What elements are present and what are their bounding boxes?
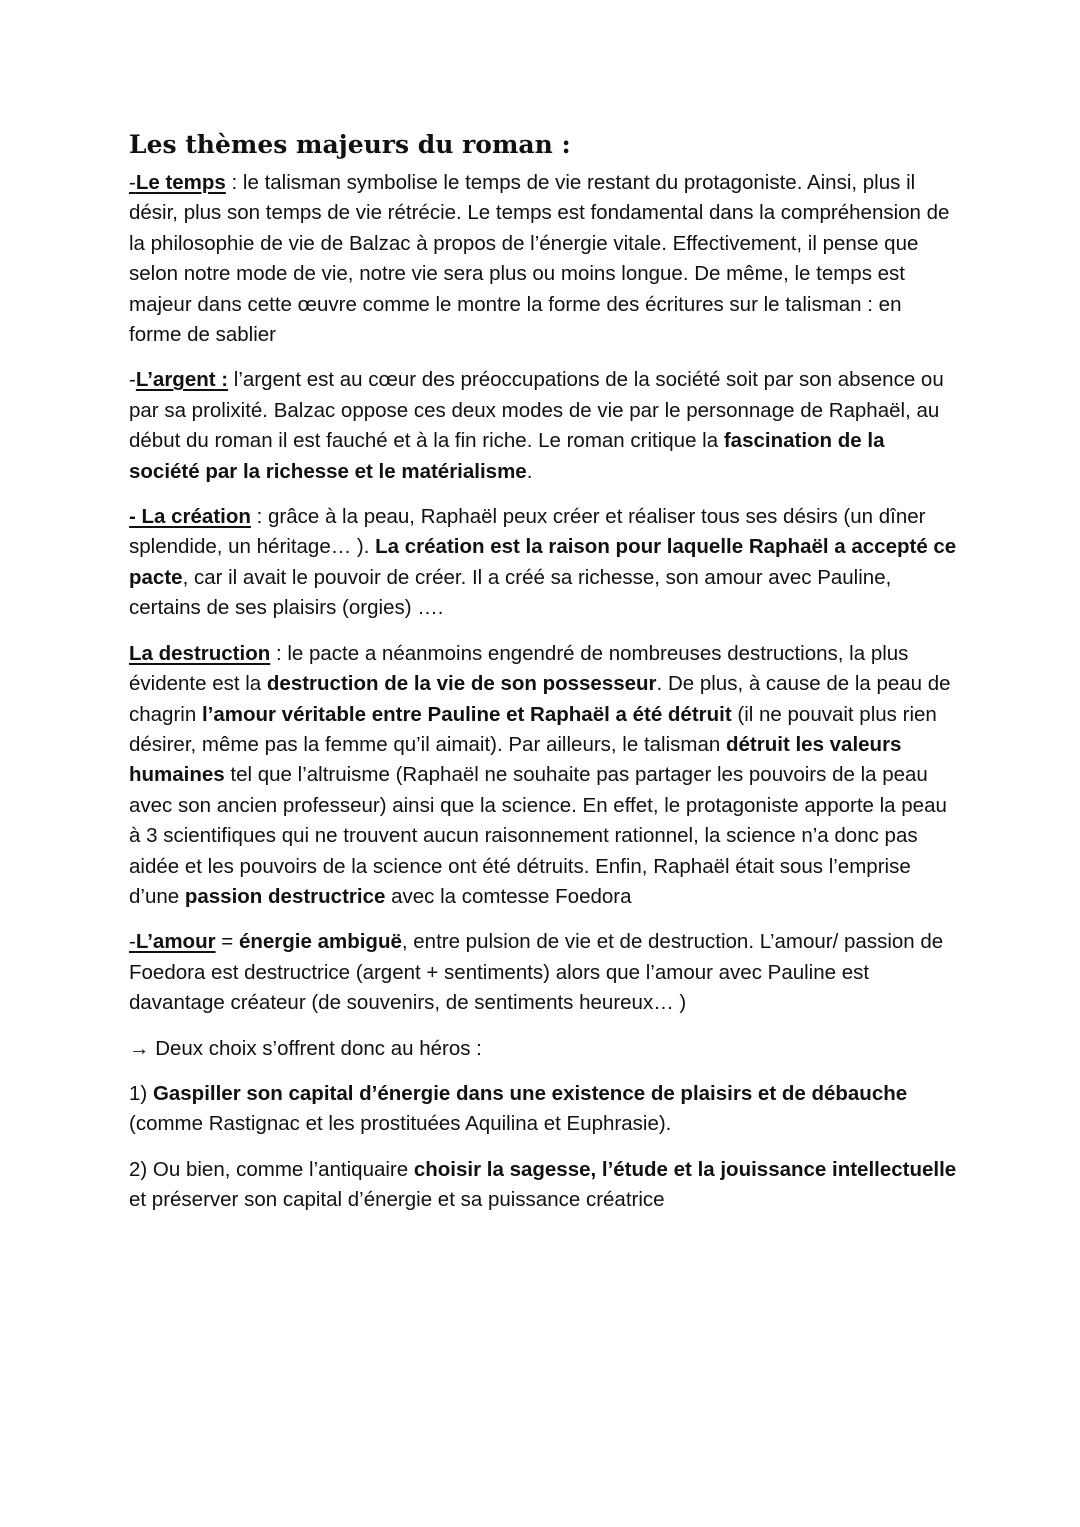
bold-text: passion destructrice (184, 884, 386, 908)
heading-dash: - (129, 368, 136, 392)
bold-text: énergie ambiguë (238, 930, 402, 954)
paragraph-text: : grâce à la peau, Raphaël peux créer et réaliser tous ses désirs (un dîner splendide, un héritage… ). (129, 505, 926, 559)
paragraph-text: tel que l’altruisme (Raphaël ne souhaite pas partager les pouvoirs de la peau avec son ancien professeur) ainsi que la science. En effet, le protagoniste apporte la peau à 3 scientifiques qui ne trouvent aucun raisonnement rationnel, la science n’a donc pas aidée et les pouvoirs de la science ont été détruits. Enfin, Raphaël était sous l’emprise d’une (129, 763, 947, 908)
bold-text: choisir la sagesse, l’étude et la jouissance intellectuelle (413, 1157, 957, 1181)
heading-dash: - (129, 171, 136, 194)
paragraph-text: Deux choix s’offrent donc au héros : (149, 1036, 482, 1060)
paragraph-argent (129, 365, 959, 487)
paragraph-choix (129, 1034, 959, 1064)
paragraph-text: (comme Rastignac et les prostituées Aquilina et Euphrasie). (129, 1112, 672, 1136)
paragraph-text: , entre pulsion de vie et de destruction. L’amour/ passion de Foedora est destructrice (argent + sentiments) alors que l’amour avec Pauline est davantage créateur (de souvenirs, de sentiments heureux… ) (129, 930, 944, 1015)
heading-argent: L’argent : (135, 368, 229, 392)
paragraph-text: (il ne pouvait plus rien désirer, même pas la femme qu’il aimait). Par ailleurs, le talisman (129, 702, 937, 756)
paragraph-choix-2 (129, 1155, 959, 1216)
bold-text: destruction de la vie de son possesseur (266, 672, 657, 696)
paragraph-text: : le pacte a néanmoins engendré de nombreuses destructions, la plus évidente est la (129, 641, 909, 696)
paragraph-text: 2) Ou bien, comme l’antiquaire (129, 1157, 414, 1181)
bold-text: La création est la raison pour laquelle Raphaël a accepté ce pacte (129, 535, 957, 589)
document-page (129, 128, 959, 1231)
paragraph-destruction (129, 639, 959, 913)
paragraph-text: = (215, 930, 239, 954)
heading-amour: L’amour (135, 930, 216, 954)
page-title: Les thèmes majeurs du roman : (129, 130, 571, 159)
list-number: 1) (129, 1081, 153, 1105)
paragraph-text: l’argent est au cœur des préoccupations de la société soit par son absence ou par sa prolixité. Balzac oppose ces deux modes de vie par le personnage de Raphaël, au début du roman il est fauché et à la fin riche. Le roman critique la (129, 368, 944, 453)
paragraph-text: avec la comtesse Foedora (385, 884, 632, 908)
paragraph-text: . De plus, à cause de la peau de chagrin (129, 672, 951, 726)
paragraph-temps (129, 168, 959, 350)
paragraph-text: : le talisman symbolise le temps de vie restant du protagoniste. Ainsi, plus il désir, plus son temps de vie rétrécie. Le temps est fondamental dans la compréhension de la philosophie de vie de Balzac à propos de l’énergie vitale. Effectivement, il pense que selon notre mode de vie, notre vie sera plus ou moins longue. De même, le temps est majeur dans cette œuvre comme le montre la forme des écritures sur le talisman : en forme de sablier (129, 171, 950, 347)
heading-dash: - (129, 930, 136, 954)
paragraph-text: et préserver son capital d’énergie et sa puissance créatrice (129, 1188, 665, 1212)
paragraph-text: , car il avait le pouvoir de créer. Il a créé sa richesse, son amour avec Pauline, certains de ses plaisirs (orgies) …. (129, 565, 892, 620)
bold-text: Gaspiller son capital d’énergie dans une existence de plaisirs et de débauche (152, 1081, 908, 1105)
heading-destruction: La destruction (129, 641, 271, 665)
arrow-right-icon: → (129, 1036, 150, 1060)
paragraph-text: . (526, 459, 533, 483)
paragraph-creation (129, 502, 959, 624)
paragraph-choix-1 (129, 1079, 959, 1140)
paragraph-amour (129, 927, 959, 1018)
heading-temps: Le temps (135, 171, 226, 194)
bold-text: l’amour véritable entre Pauline et Raphaël a été détruit (201, 702, 732, 726)
bold-text: fascination de la société par la richesse et le matérialisme (129, 429, 885, 483)
heading-creation: - La création (129, 505, 251, 529)
bold-text: détruit les valeurs humaines (129, 732, 902, 787)
